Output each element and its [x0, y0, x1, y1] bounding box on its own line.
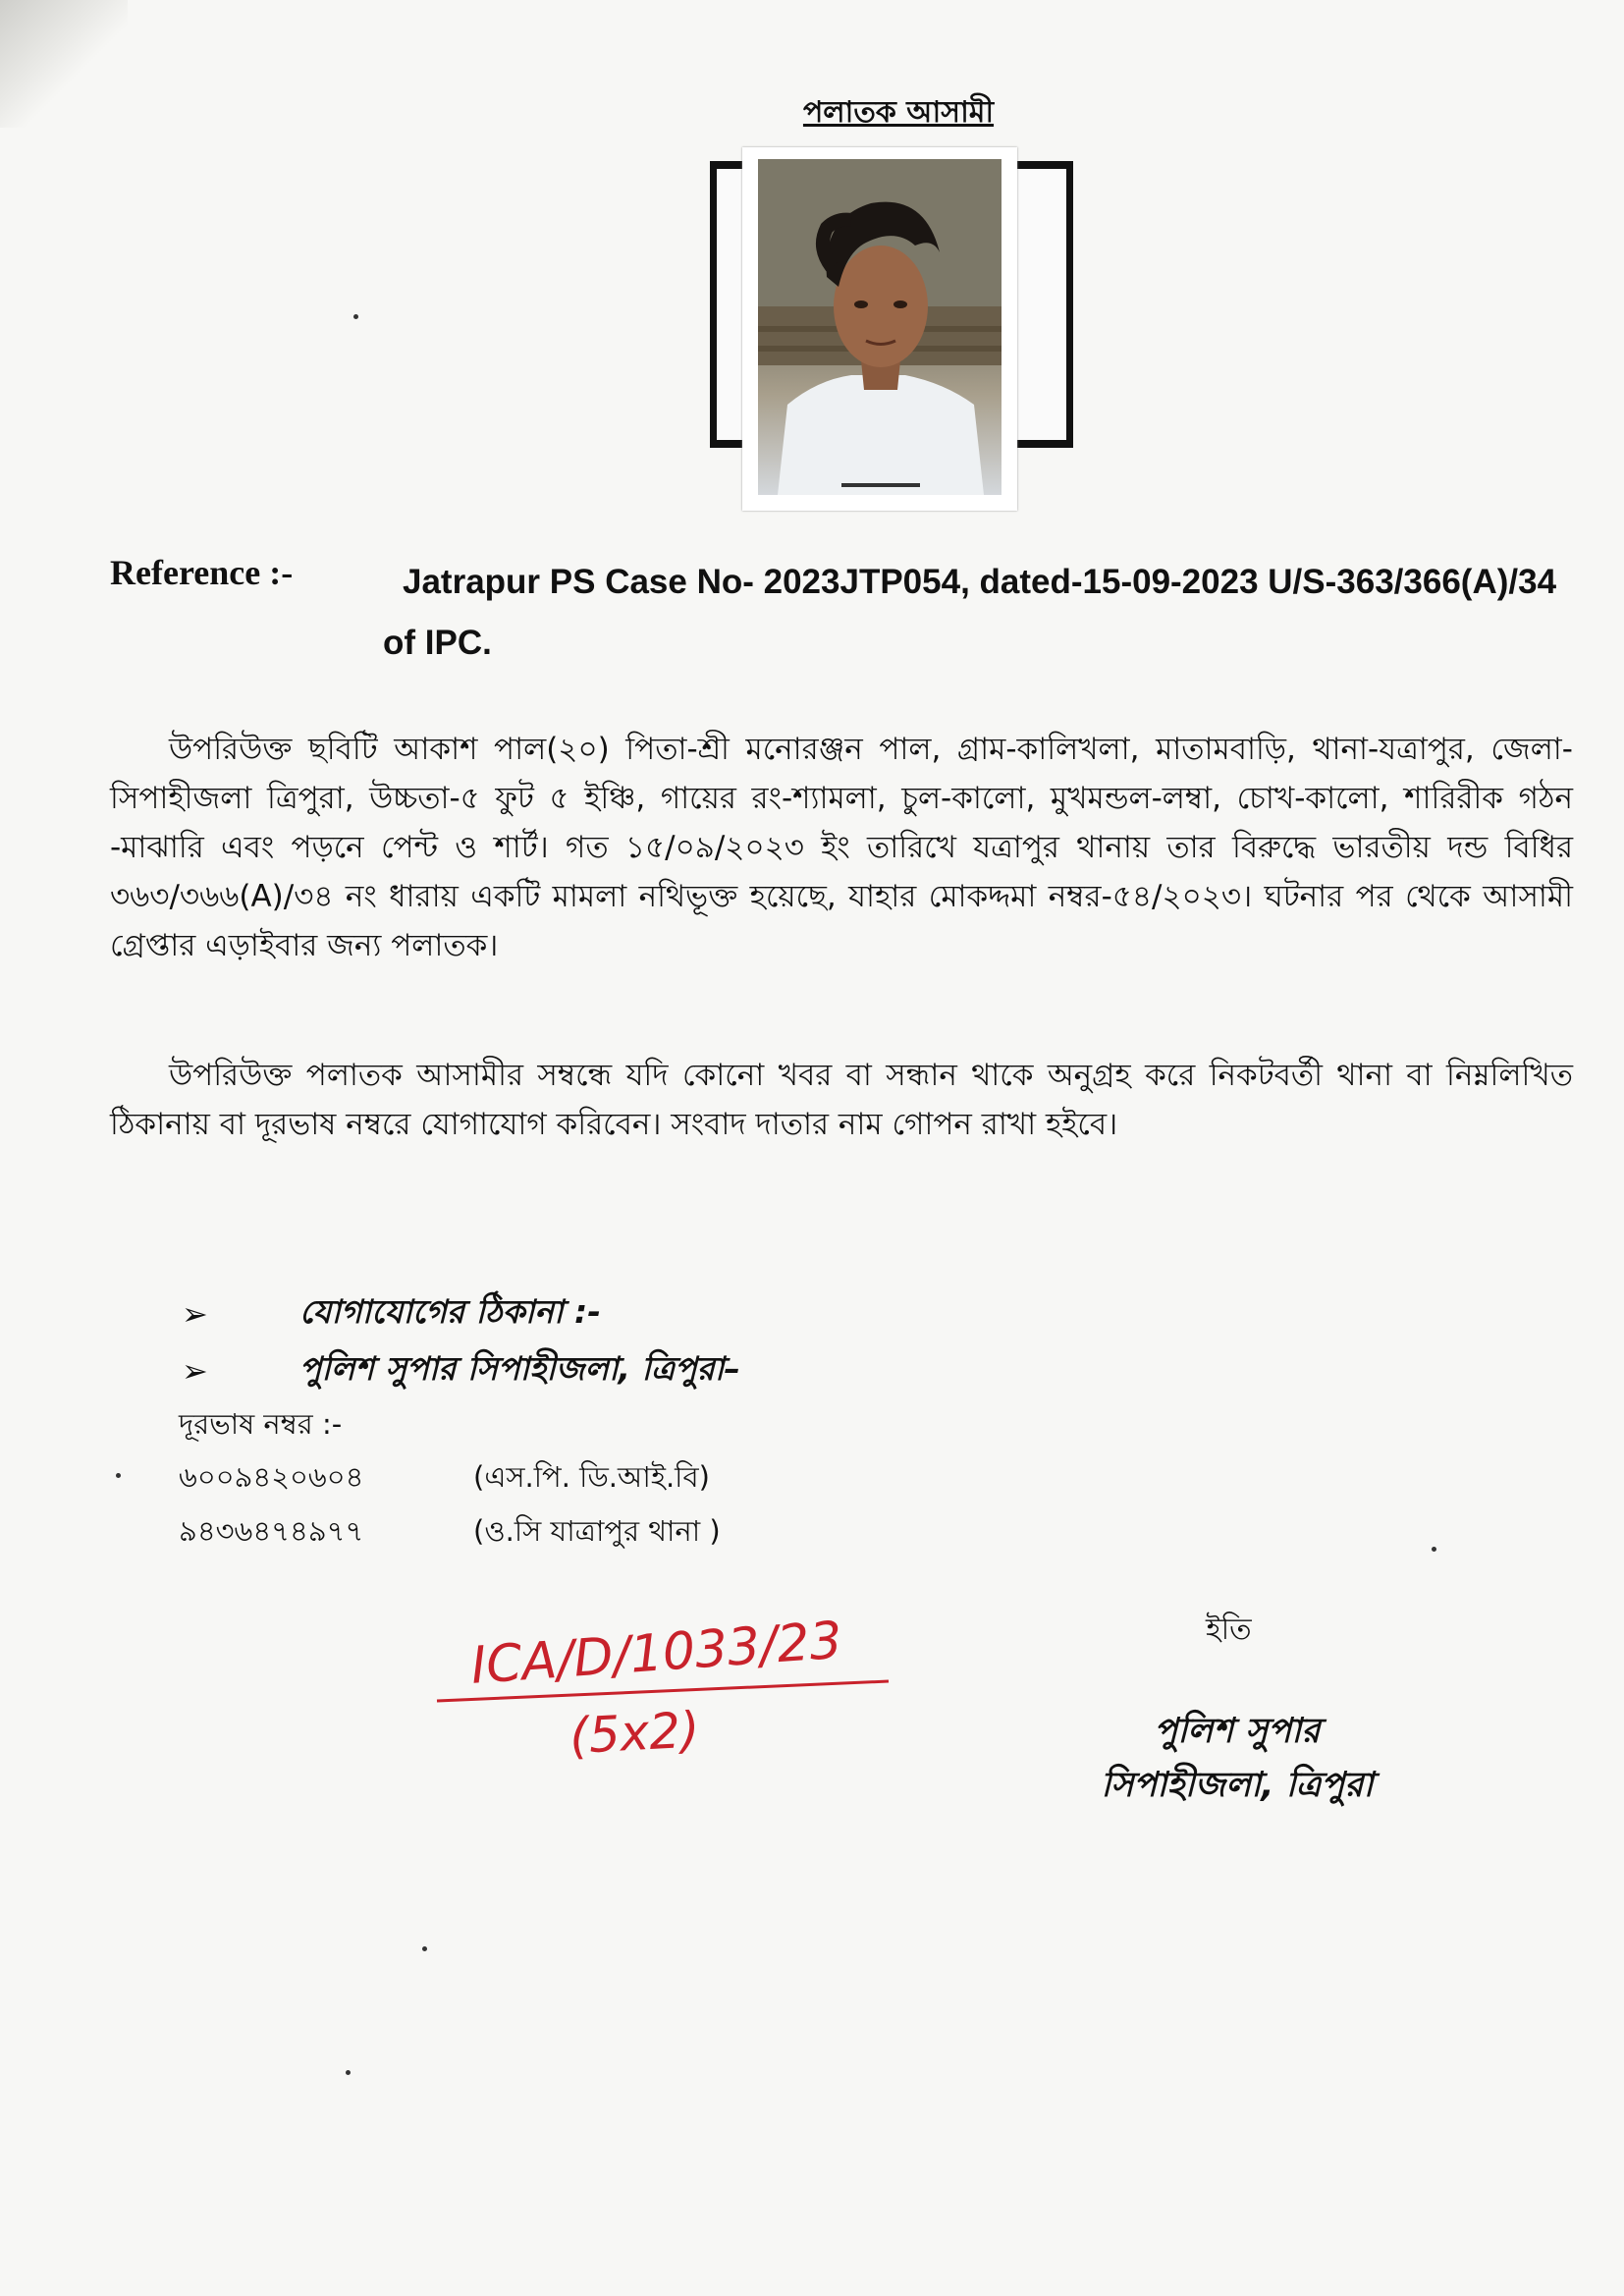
phone-row	[179, 1509, 721, 1558]
reference-case-text: Jatrapur PS Case No- 2023JTP054, dated-15-09-2023 U/S-363/366(A)/34 of IPC.	[383, 563, 1557, 662]
paper-speck	[346, 2070, 351, 2075]
handwritten-reference-note	[432, 1601, 903, 1768]
document-title: পলাতক আসামী	[802, 95, 995, 130]
signature-location: সিপাহীজলা, ত্রিপুরা	[1101, 1766, 1374, 1805]
phone-label: দূরভাষ নম্বর :-	[179, 1407, 343, 1441]
phone-row	[179, 1455, 710, 1503]
contact-heading-row	[182, 1286, 601, 1341]
handwritten-line-2: (5x2)	[568, 1701, 701, 1766]
suspect-photo-illustration	[758, 159, 1001, 495]
suspect-photo	[742, 147, 1017, 511]
phone-office: (ও.সি যাত্রাপুর থানা )	[473, 1514, 721, 1548]
signature-title: পুলিশ সুপার	[1154, 1712, 1321, 1751]
phone-office: (এস.পি. ডি.আই.বি)	[473, 1460, 710, 1494]
arrow-bullet-icon: ➢	[182, 1295, 208, 1333]
paper-speck	[1432, 1547, 1436, 1552]
phone-number: ৯৪৩৬৪৭৪৯৭৭	[179, 1514, 364, 1548]
suspect-description-paragraph: উপরিউক্ত ছবিটি আকাশ পাল(২০) পিতা-শ্রী মনোরঞ্জন পাল, গ্রাম-কালিখলা, মাতামবাড়ি, থানা-যত্রাপুর, জেলা-সিপাহীজলা ত্রিপুরা, উচ্চতা-৫ ফুট ৫ ইঞ্চি, গায়ের রং-শ্যামলা, চুল-কালো, মুখমন্ডল-লম্বা, চোখ-কালো, শারিরীক গঠন -মাঝারি এবং পড়নে পেন্ট ও শার্ট। গত ১৫/০৯/২০২৩ ইং তারিখে যত্রাপুর থানায় তার বিরুদ্ধে ভারতীয় দন্ড বিধির ৩৬৩/৩৬৬(A)/৩৪ নং ধারায় একটি মামলা নথিভূক্ত হয়েছে, যাহার মোকদ্দমা নম্বর-৫৪/২০২৩। ঘটনার পর থেকে আসামী গ্রেপ্তার এড়াইবার জন্য পলাতক।	[110, 732, 1573, 963]
paper-speck	[422, 1946, 427, 1951]
contact-heading: যোগাযোগের ঠিকানা :-	[299, 1292, 601, 1331]
signature-iti: ইতি	[1206, 1613, 1252, 1647]
handwritten-line-1: ICA/D/1033/23	[468, 1611, 844, 1696]
paper-speck	[116, 1473, 121, 1478]
arrow-bullet-icon: ➢	[182, 1352, 208, 1390]
contact-address: পুলিশ সুপার সিপাহীজলা, ত্রিপুরা–	[299, 1349, 740, 1388]
paper-speck	[353, 314, 358, 319]
phone-number: ৬০০৯৪২০৬০৪	[179, 1460, 364, 1494]
information-request-paragraph: উপরিউক্ত পলাতক আসামীর সম্বন্ধে যদি কোনো খবর বা সন্ধান থাকে অনুগ্রহ করে নিকটবর্তী থানা বা নিম্নলিখিত ঠিকানায় বা দূরভাষ নম্বরে যোগাযোগ করিবেন। সংবাদ দাতার নাম গোপন রাখা হইবে।	[110, 1058, 1573, 1142]
contact-address-row	[182, 1343, 740, 1398]
page-fold-corner	[0, 0, 128, 128]
reference-label: Reference :-	[110, 553, 294, 592]
